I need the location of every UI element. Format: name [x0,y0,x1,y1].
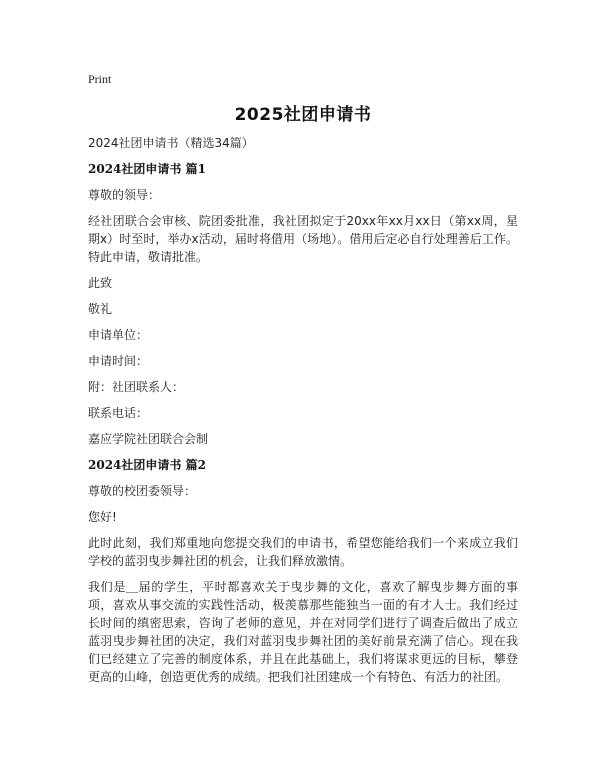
document-title: 2025社团申请书 [234,105,372,125]
section-heading-1: 2024社团申请书 篇1 [88,162,206,176]
body-paragraph: 我们是＿届的学生，平时都喜欢关于曳步舞的文化，喜欢了解曳步舞方面的事项，喜欢从事交流的实践性活动，极羡慕那些能独当一面的有才人士。我们经过长时间的缜密思索，咨询了老师的意见，并在对同学们进行了调查后做出了成立蓝羽曳步舞社团的决定，我们对蓝羽曳步舞社团的美好前景充满了信心。现在我们已经建立了完善的制度体系，并且在此基础上，我们将谋求更远的目标，攀登更高的山峰，创造更优秀的成绩。把我们社团建成一个有特色、有活力的社团。 [88,580,518,684]
form-line: 申请单位： [88,328,149,342]
body-paragraph: 此时此刻，我们郑重地向您提交我们的申请书，希望您能给我们一个来成立我们学校的蓝羽曳步舞社团的机会，让我们释放激情。 [88,536,518,568]
closing-line: 此致 [88,276,113,290]
body-paragraph: 经社团联合会审核、院团委批准，我社团拟定于20xx年xx月xx日（第xx周，星期x）时至时，举办x活动，届时将借用（场地）。借用后定必自行处理善后工作。特此申请，敬请批准。 [88,214,518,264]
intro-line: 2024社团申请书（精选34篇） [88,136,254,150]
form-line: 联系电话： [88,406,149,420]
issuer-line: 嘉应学院社团联合会制 [88,432,209,446]
section-heading-2: 2024社团申请书 篇2 [88,458,206,472]
document-content [88,134,518,694]
salutation: 尊敬的校团委领导： [88,484,197,498]
closing-line: 敬礼 [88,302,113,316]
form-line: 申请时间： [88,354,149,368]
salutation: 尊敬的领导： [88,188,161,202]
print-link[interactable]: Print [88,72,112,86]
greeting: 您好! [88,510,117,524]
form-line: 附：社团联系人： [88,380,185,394]
